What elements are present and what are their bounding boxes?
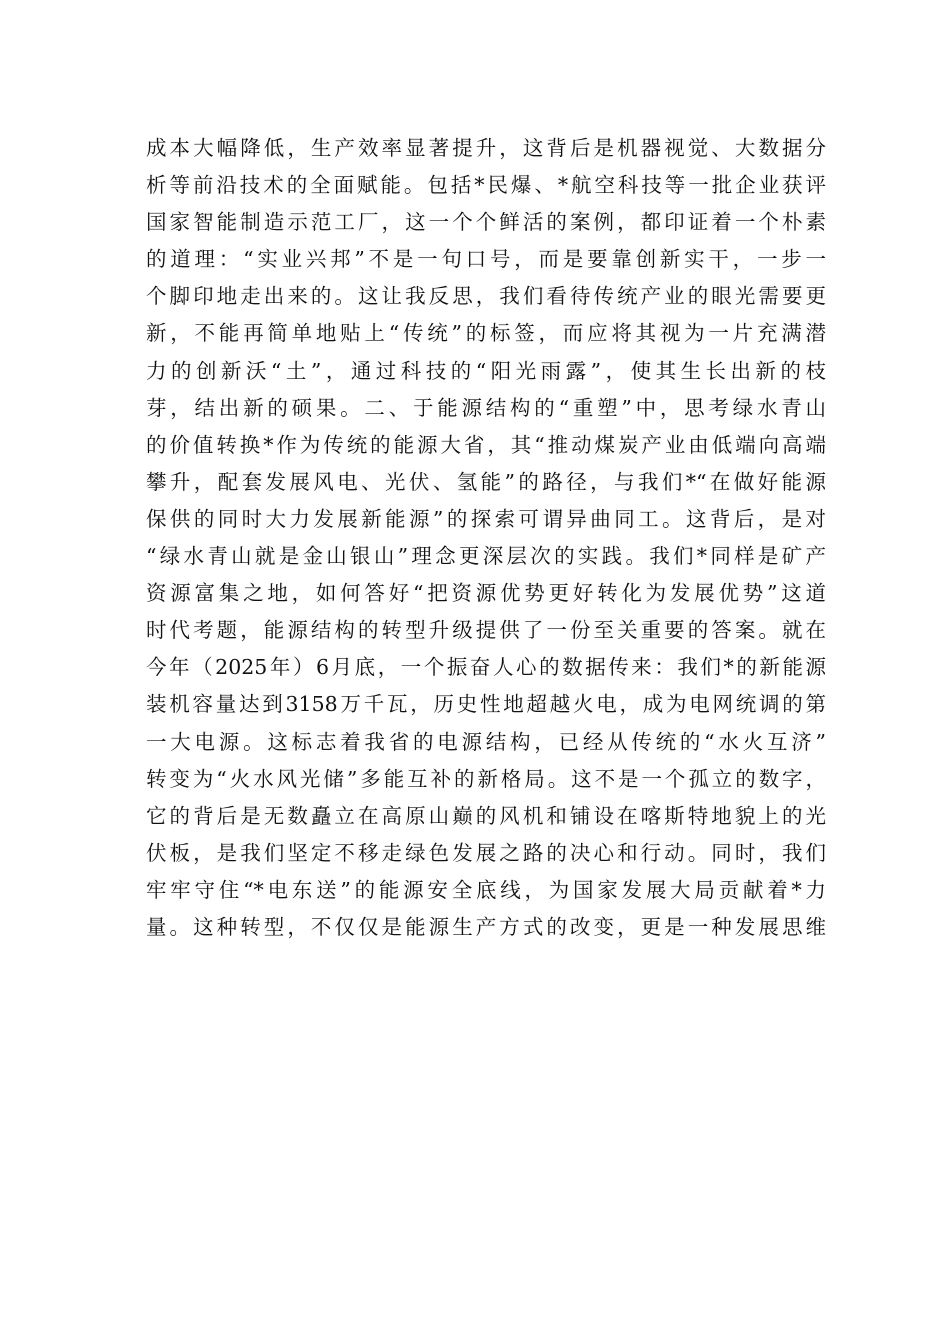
text-line: 新，不能再简单地贴上“传统”的标签，而应将其视为一片充满潜 bbox=[146, 321, 826, 346]
text-line: 个脚印地走出来的。这让我反思，我们看待传统产业的眼光需要更 bbox=[146, 284, 826, 309]
text-line: 芽，结出新的硕果。二、于能源结构的“重塑”中，思考绿水青山 bbox=[146, 395, 826, 420]
text-line: 伏板，是我们坚定不移走绿色发展之路的决心和行动。同时，我们 bbox=[146, 840, 826, 865]
text-line: 装机容量达到3158万千瓦，历史性地超越火电，成为电网统调的第 bbox=[146, 692, 826, 717]
text-line: 的价值转换*作为传统的能源大省，其“推动煤炭产业由低端向高端 bbox=[146, 432, 826, 457]
text-line: “绿水青山就是金山银山”理念更深层次的实践。我们*同样是矿产 bbox=[146, 544, 826, 569]
body-text bbox=[146, 130, 826, 946]
text-line: 力的创新沃“土”，通过科技的“阳光雨露”，使其生长出新的枝 bbox=[146, 358, 826, 383]
text-line: 一大电源。这标志着我省的电源结构，已经从传统的“水火互济” bbox=[146, 729, 826, 754]
text-line: 资源富集之地，如何答好“把资源优势更好转化为发展优势”这道 bbox=[146, 581, 826, 606]
text-line: 的道理：“实业兴邦”不是一句口号，而是要靠创新实干，一步一 bbox=[146, 247, 826, 272]
text-line: 攀升，配套发展风电、光伏、氢能”的路径，与我们*“在做好能源 bbox=[146, 469, 826, 494]
text-line: 成本大幅降低，生产效率显著提升，这背后是机器视觉、大数据分 bbox=[146, 136, 826, 160]
text-line: 时代考题，能源结构的转型升级提供了一份至关重要的答案。就在 bbox=[146, 618, 826, 643]
text-line: 保供的同时大力发展新能源”的探索可谓异曲同工。这背后，是对 bbox=[146, 506, 826, 531]
text-line: 析等前沿技术的全面赋能。包括*民爆、*航空科技等一批企业获评 bbox=[146, 173, 826, 198]
text-line: 牢牢守住“*电东送”的能源安全底线，为国家发展大局贡献着*力 bbox=[146, 877, 826, 902]
text-line: 它的背后是无数矗立在高原山巅的风机和铺设在喀斯特地貌上的光 bbox=[146, 803, 826, 828]
text-line: 今年（2025年）6月底，一个振奋人心的数据传来：我们*的新能源 bbox=[146, 655, 826, 680]
text-line: 转变为“火水风光储”多能互补的新格局。这不是一个孤立的数字， bbox=[146, 766, 826, 791]
text-line: 国家智能制造示范工厂，这一个个鲜活的案例，都印证着一个朴素 bbox=[146, 210, 826, 235]
text-line: 量。这种转型，不仅仅是能源生产方式的改变，更是一种发展思维 bbox=[146, 914, 826, 939]
